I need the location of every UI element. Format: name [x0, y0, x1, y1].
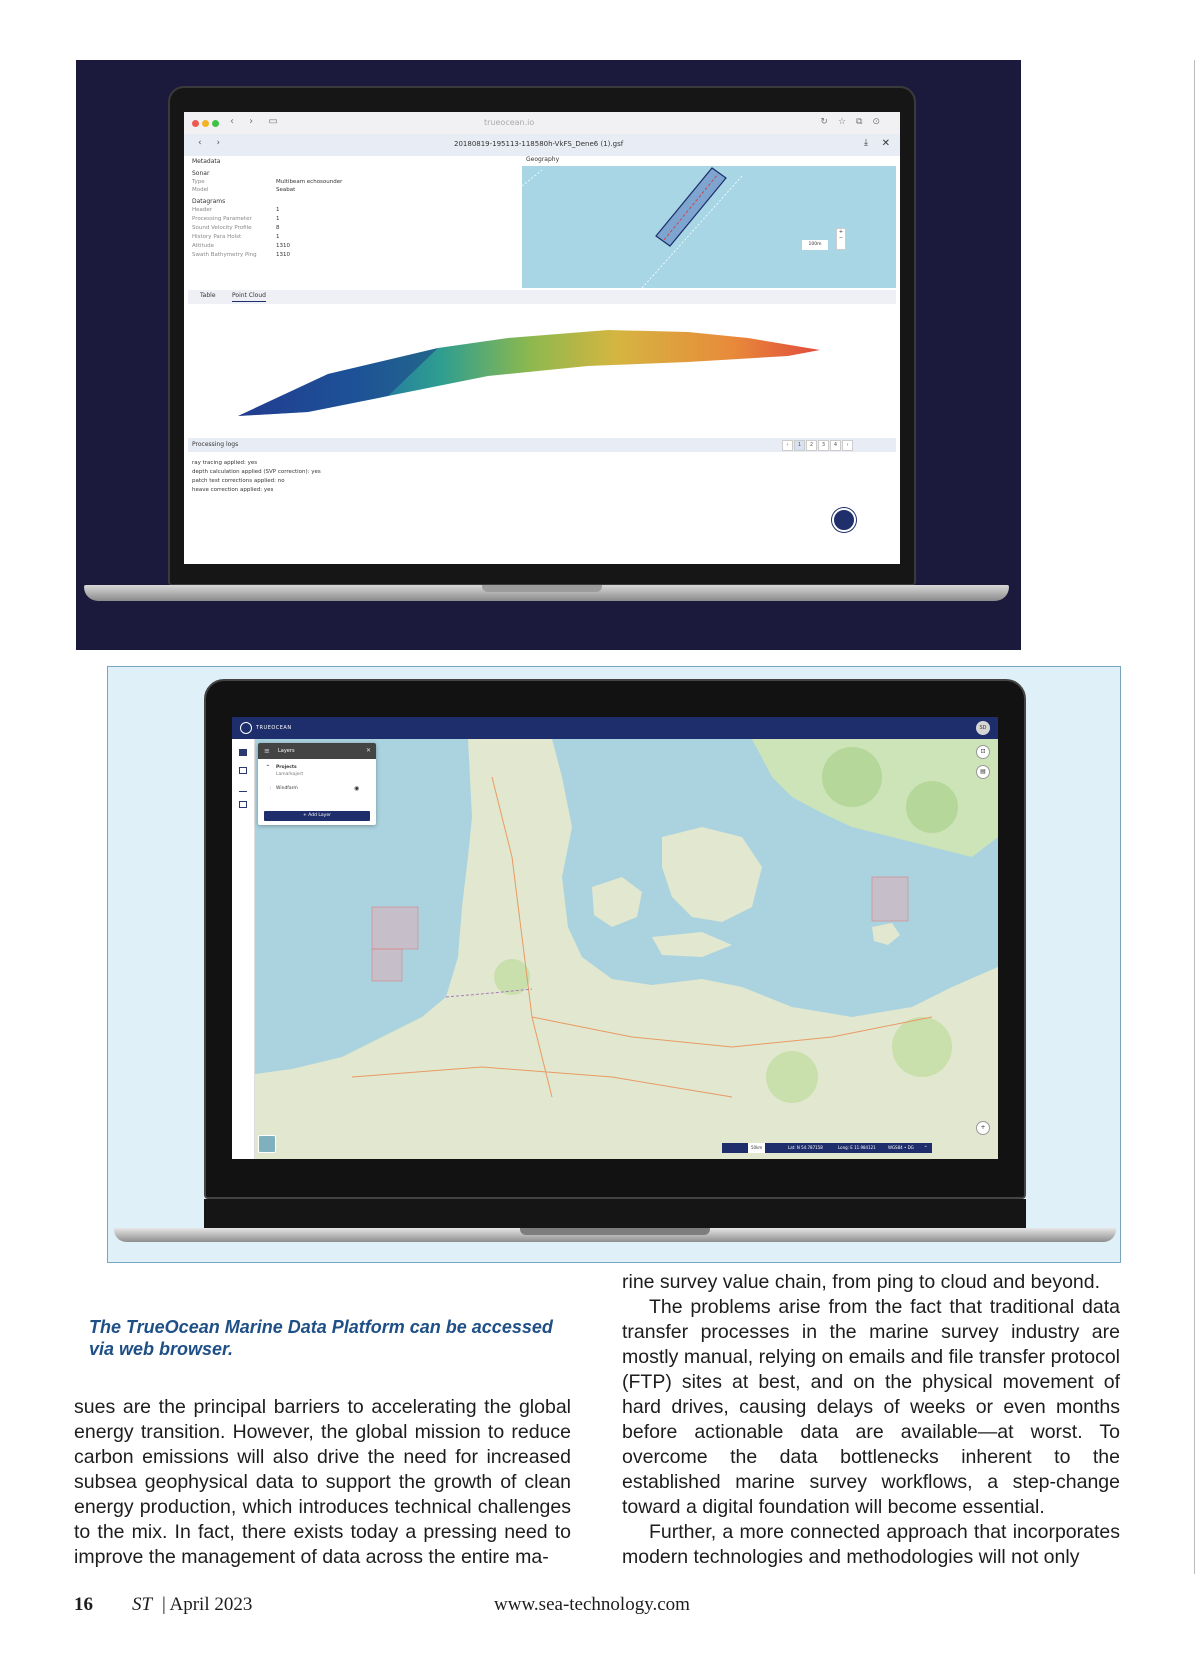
pager-page[interactable]: 2	[806, 440, 817, 451]
meta-row: Attitude 1310	[192, 243, 290, 249]
browser-nav-icons[interactable]: ‹ › ▭	[230, 116, 284, 127]
maximize-window-dot[interactable]	[212, 120, 219, 127]
folder-icon[interactable]	[239, 801, 247, 808]
laptop-notch	[520, 1228, 710, 1235]
layers-header	[258, 743, 376, 759]
pager-page[interactable]: 3	[818, 440, 829, 451]
minimize-window-dot[interactable]	[202, 120, 209, 127]
zoom-in-icon[interactable]: +	[976, 1121, 990, 1135]
drag-handle-icon[interactable]: ⋮	[268, 786, 273, 791]
website-link[interactable]: www.sea-technology.com	[494, 1594, 690, 1615]
metadata-panel	[188, 156, 518, 288]
pager-prev[interactable]: ‹	[782, 440, 793, 451]
fullscreen-icon[interactable]: ⊡	[976, 745, 990, 759]
paragraph: sues are the principal barriers to accelerating the global energy transition. However, the global mission to reduce carbon emissions will also drive the need for increased subsea geophysical data to support the growth of clean energy production, which introduces technical challenges to the mix. In fact, there exists today a pressing need to improve the management of data across the entire ma-	[74, 1396, 571, 1568]
chat-fab-button[interactable]	[832, 508, 856, 532]
menu-icon[interactable]: ≡	[264, 747, 270, 755]
geography-map[interactable]	[522, 156, 896, 288]
magazine-name: ST	[132, 1594, 153, 1615]
laptop-screen	[184, 112, 900, 564]
page-margin-rule	[1194, 60, 1195, 1574]
layer-item-windfarm[interactable]: Windfarm	[276, 786, 298, 791]
page-number: 16	[74, 1594, 93, 1615]
pager-page[interactable]: 4	[830, 440, 841, 451]
left-column	[74, 1395, 571, 1570]
browser-url[interactable]: trueocean.io	[484, 118, 535, 127]
close-window-dot[interactable]	[192, 120, 199, 127]
chevron-up-icon[interactable]: ^	[266, 765, 270, 770]
meta-row: Model Seabat	[192, 187, 296, 193]
log-line: patch test corrections applied: no	[192, 478, 285, 484]
survey-track-graphic	[522, 156, 896, 288]
meta-row: Type Multibeam echosounder	[192, 179, 343, 185]
pager-next[interactable]: ›	[842, 440, 853, 451]
laptop-bezel	[204, 679, 1026, 1199]
browser-action-icons[interactable]: ↻☆⧉⊙	[820, 117, 890, 127]
tab-bar	[188, 290, 896, 304]
figure-map-screenshot	[107, 666, 1121, 1263]
latitude: Lat: N 54.787158	[788, 1145, 823, 1150]
coordinates-bar	[722, 1143, 932, 1153]
laptop-notch	[482, 585, 602, 592]
point-cloud-3d-view[interactable]	[188, 304, 896, 434]
minimap-toggle[interactable]	[258, 1135, 276, 1153]
project-sub: Lamarkajert	[276, 772, 304, 777]
project-label[interactable]: Projects	[276, 765, 297, 770]
grid-icon[interactable]	[239, 767, 247, 774]
eye-icon[interactable]: ◉	[354, 785, 360, 792]
download-icon[interactable]: ⤓	[864, 138, 868, 148]
laptop-screen	[232, 717, 998, 1159]
sonar-title: Sonar	[192, 170, 210, 177]
browser-toolbar	[184, 112, 900, 135]
issue-date: | April 2023	[162, 1594, 253, 1615]
app-header	[232, 717, 998, 739]
paragraph: The problems arise from the fact that traditional data transfer processes in the marine survey industry are mostly manual, relying on emails and file transfer protocol (FTP) sites at best, and on the physical movement of hard drives, causing delays of weeks or even months before actionable data are available—at worst. To overcome the data bottlenecks inherent to the established marine survey workflows, a step-change toward a digital foundation will become essential.	[622, 1296, 1120, 1518]
right-column	[622, 1270, 1120, 1570]
upload-icon[interactable]	[239, 785, 247, 792]
log-line: heave correction applied: yes	[192, 487, 274, 493]
figure-point-cloud-screenshot	[76, 60, 1021, 650]
geo-scale: 100m	[802, 240, 828, 250]
meta-row: Processing Parameter 1	[192, 216, 280, 222]
log-line: depth calculation applied (SVP correction): yes	[192, 469, 321, 475]
laptop-bezel	[168, 86, 916, 586]
map-icon[interactable]	[239, 749, 247, 756]
meta-row: Sound Velocity Profile 8	[192, 225, 280, 231]
crs-label: WGS84 • DG	[888, 1145, 914, 1150]
close-icon[interactable]: ✕	[365, 747, 371, 754]
longitude: Long: E 11.984121	[838, 1145, 876, 1150]
processing-logs-title: Processing logs	[192, 441, 239, 448]
pager-page[interactable]: 1	[794, 440, 805, 451]
chevron-up-icon[interactable]: ^	[924, 1145, 928, 1150]
meta-row: History Para Holst 1	[192, 234, 280, 240]
layers-panel	[258, 743, 376, 825]
map-scale: 50km	[748, 1143, 765, 1153]
log-line: ray tracing applied: yes	[192, 460, 258, 466]
metadata-title: Metadata	[192, 158, 221, 165]
sidebar	[232, 739, 255, 1159]
close-icon[interactable]: ✕	[881, 138, 890, 149]
zoom-control[interactable]: + −	[836, 228, 846, 250]
layers-title: Layers	[278, 748, 295, 754]
figure-caption: The TrueOcean Marine Data Platform can be accessed via web browser.	[89, 1317, 553, 1359]
paragraph: Further, a more connected approach that incorporates modern technologies and methodologies will not only	[622, 1521, 1120, 1568]
meta-row: Swath Bathymetry Ping 1310	[192, 252, 290, 258]
laptop-bezel-bottom	[204, 1199, 1026, 1229]
app-name: TRUEOCEAN	[256, 725, 292, 731]
tab-table[interactable]: Table	[200, 292, 216, 299]
tab-point-cloud[interactable]: Point Cloud	[232, 292, 266, 302]
file-name: 20180819-195113-118580h-VkFS_Dene6 (1).gsf	[454, 140, 624, 148]
avatar[interactable]: SD	[976, 721, 990, 735]
paragraph: rine survey value chain, from ping to cloud and beyond.	[622, 1271, 1101, 1293]
geography-title: Geography	[522, 156, 896, 166]
file-nav-arrows[interactable]: ‹ ›	[198, 138, 227, 148]
trueocean-logo	[240, 722, 252, 734]
datagrams-title: Datagrams	[192, 198, 226, 205]
meta-row: Header 1	[192, 207, 280, 213]
add-layer-button[interactable]: + Add Layer	[264, 811, 370, 821]
basemap-icon[interactable]: ▤	[976, 765, 990, 779]
